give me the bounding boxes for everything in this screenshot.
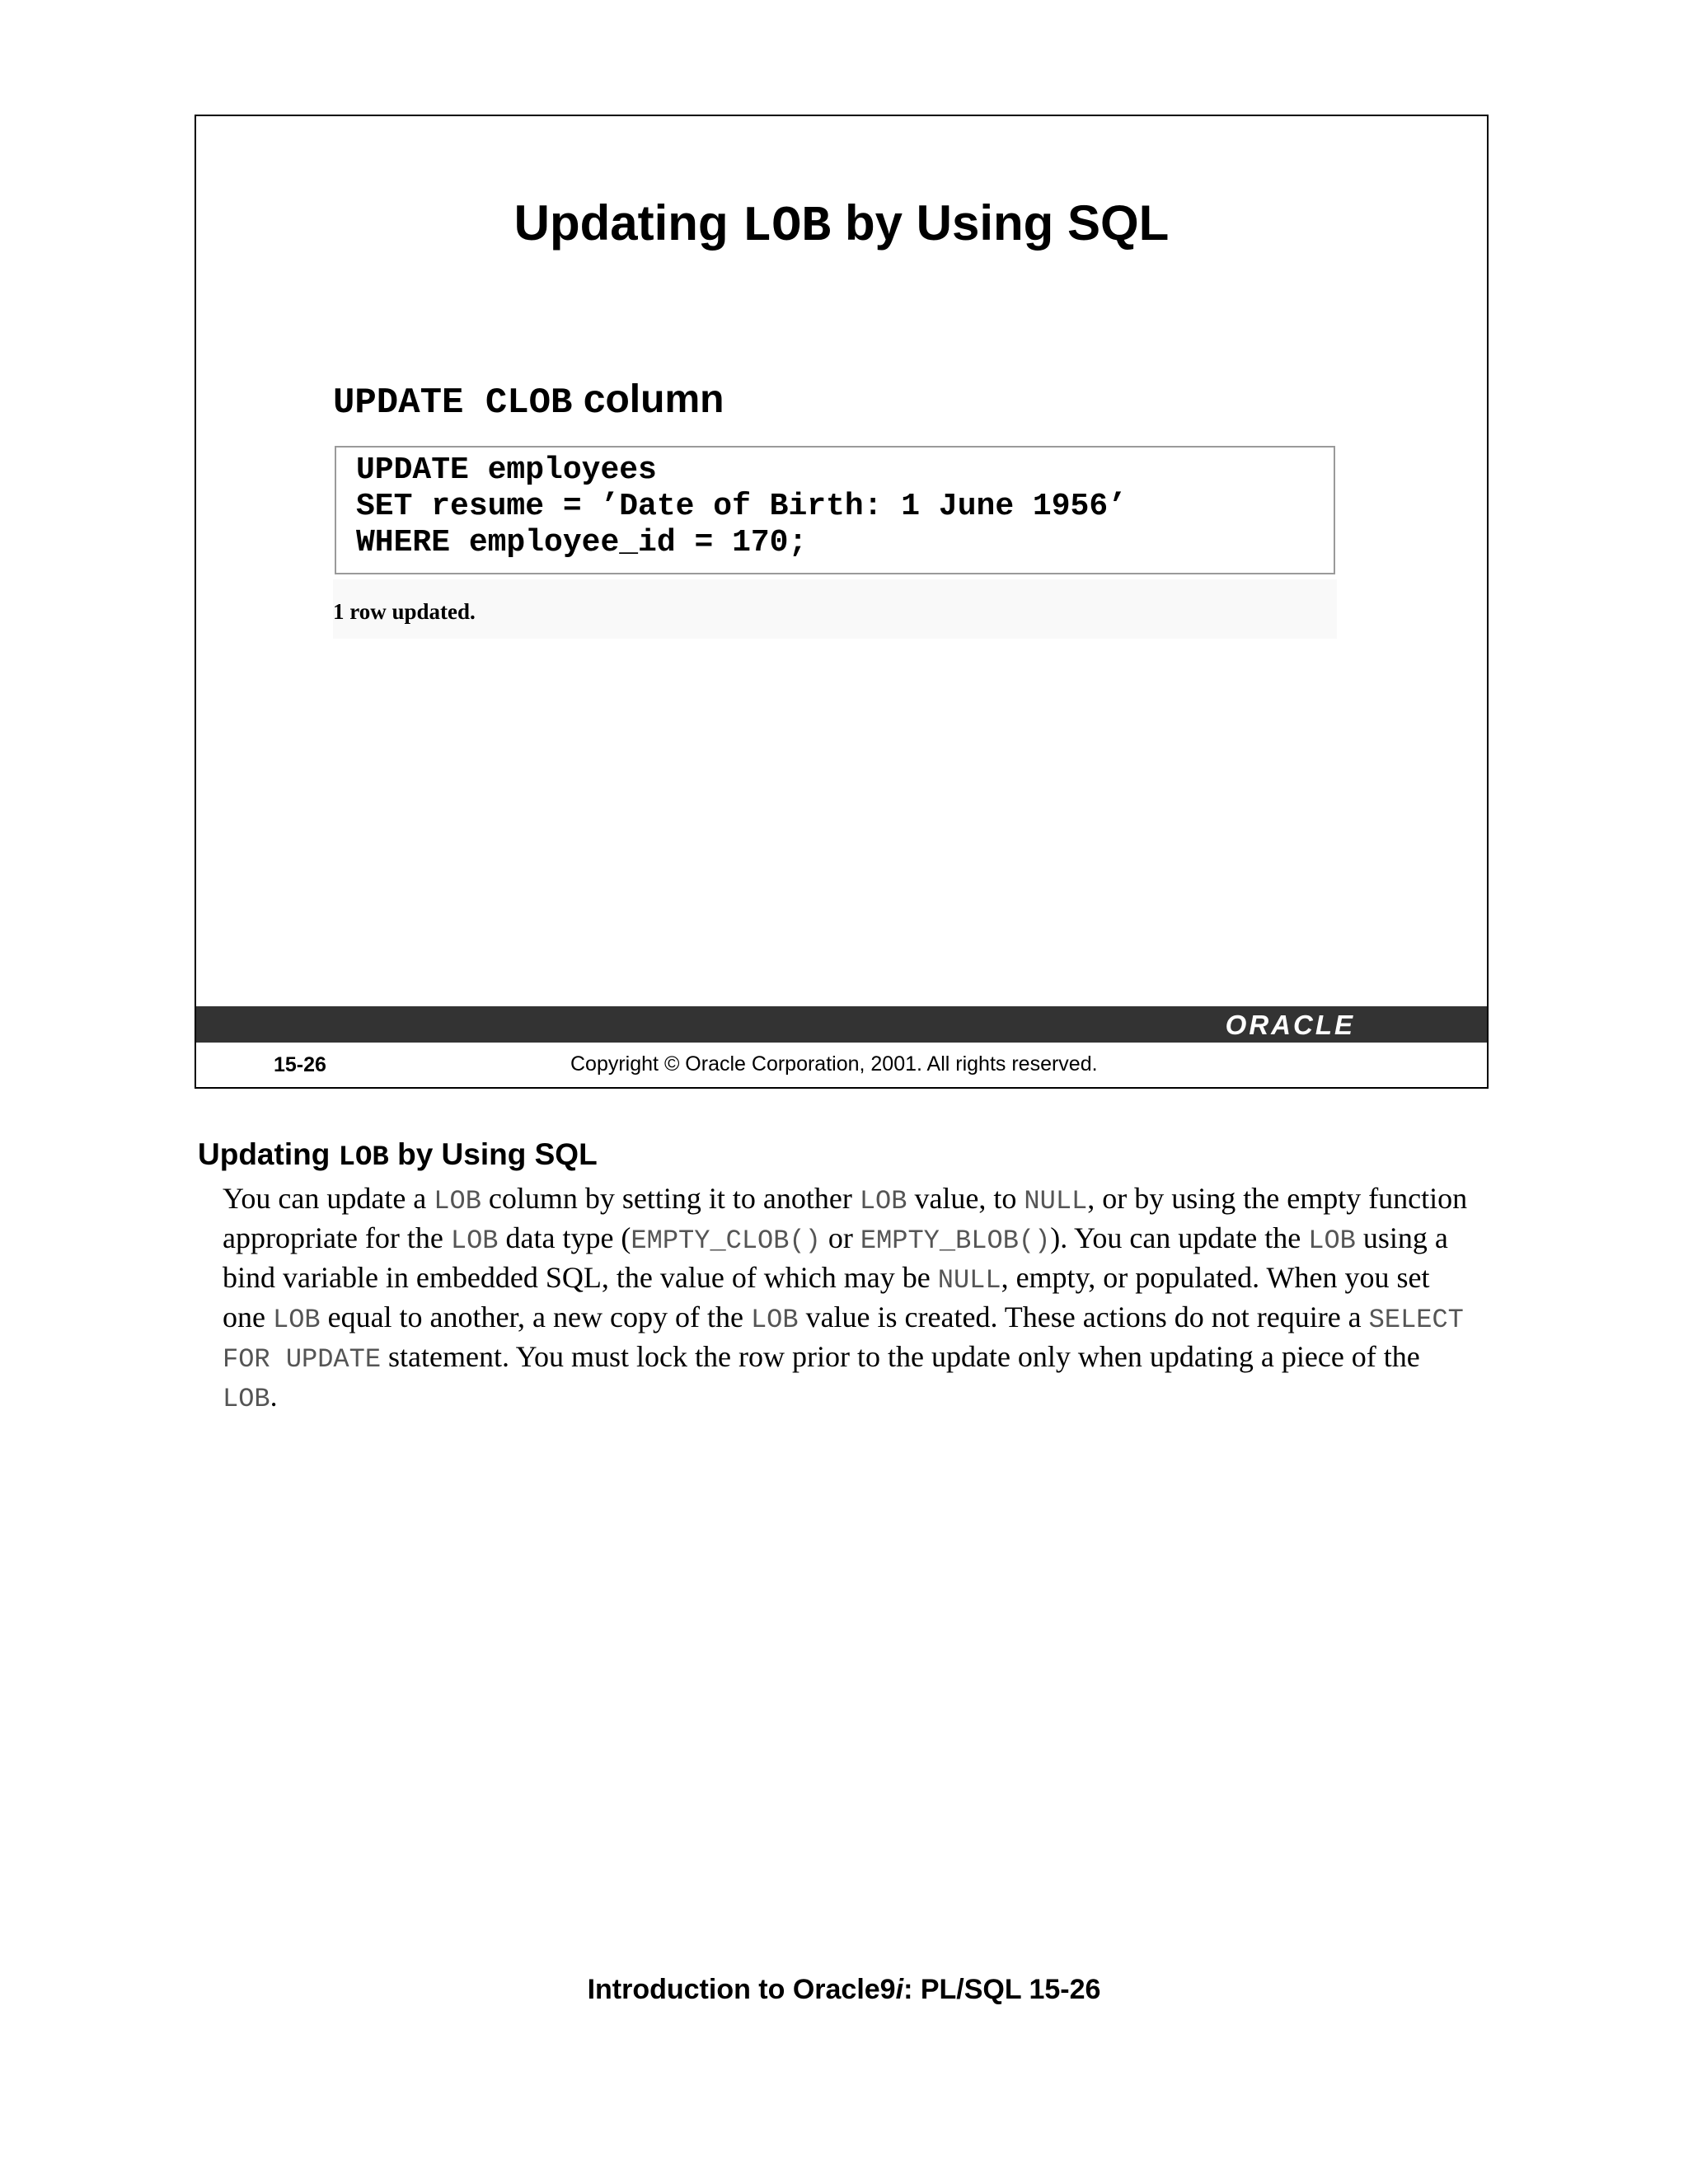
- notes-heading: [198, 1137, 598, 1174]
- notes-code: LOB: [434, 1186, 481, 1216]
- notes-text: ). You can update the: [1050, 1221, 1309, 1254]
- code-block: [335, 446, 1335, 574]
- notes-code: EMPTY_CLOB(): [631, 1226, 821, 1256]
- subheading-text: column: [572, 377, 724, 421]
- notes-heading-pre: Updating: [198, 1137, 339, 1171]
- notes-code: SELECT FOR UPDATE: [223, 1305, 1464, 1375]
- slide-title-code: LOB: [742, 199, 832, 255]
- subheading-code: UPDATE CLOB: [333, 382, 573, 424]
- page-footer-pre: Introduction to Oracle9: [587, 1974, 896, 2005]
- result-text: 1 row updated.: [333, 599, 476, 624]
- notes-paragraph: [223, 1180, 1475, 1418]
- notes-text: equal to another, a new copy of the: [320, 1301, 751, 1333]
- slide-footer: [196, 1043, 1487, 1089]
- page-footer-post: : PL/SQL 15-26: [903, 1974, 1101, 2005]
- slide-subheading: [333, 377, 724, 424]
- notes-code: LOB: [272, 1305, 321, 1335]
- notes-text: or: [820, 1221, 860, 1254]
- result-panel: [333, 579, 1337, 639]
- copyright-text: Copyright © Oracle Corporation, 2001. All rights reserved.: [570, 1052, 1098, 1076]
- notes-text: value, to: [907, 1182, 1025, 1215]
- notes-text: value is created. These actions do not require a: [798, 1301, 1369, 1333]
- notes-code: NULL: [1024, 1186, 1088, 1216]
- notes-text: You can update a: [223, 1182, 434, 1215]
- notes-heading-code: LOB: [338, 1142, 389, 1174]
- slide-footer-bar: [196, 1006, 1487, 1043]
- notes-text: , empty, or populated. When you set one: [223, 1261, 1430, 1333]
- slide-title-post: by Using SQL: [831, 195, 1170, 251]
- notes-code: LOB: [450, 1226, 499, 1256]
- code-line: UPDATE employees: [356, 452, 657, 488]
- notes-code: LOB: [223, 1384, 270, 1414]
- notes-text: statement. You must lock the row prior to the update only when updating a piece of the: [381, 1340, 1420, 1373]
- notes-text: data type (: [498, 1221, 631, 1254]
- notes-code: EMPTY_BLOB(): [860, 1226, 1051, 1256]
- slide-number: 15-26: [274, 1053, 326, 1076]
- code-line: WHERE employee_id = 170;: [356, 525, 808, 560]
- notes-text: .: [270, 1380, 278, 1413]
- slide-title-pre: Updating: [513, 195, 743, 251]
- oracle-logo: ORACLE: [1225, 1010, 1355, 1040]
- page-footer: [0, 1974, 1688, 2006]
- page-footer-italic: i: [895, 1974, 904, 2005]
- slide-title: [196, 194, 1487, 255]
- notes-code: LOB: [859, 1186, 907, 1216]
- notes-text: , or by using the empty function appropriate for the: [223, 1182, 1468, 1254]
- notes-code: NULL: [937, 1265, 1001, 1296]
- notes-text: column by setting it to another: [481, 1182, 860, 1215]
- notes-code: LOB: [750, 1305, 799, 1335]
- notes-code: LOB: [1308, 1226, 1356, 1256]
- notes-text: using a bind variable in embedded SQL, the value of which may be: [223, 1221, 1448, 1294]
- notes-heading-post: by Using SQL: [388, 1137, 598, 1171]
- slide: [195, 115, 1489, 1089]
- code-line: SET resume = ’Date of Birth: 1 June 1956’: [356, 489, 1127, 524]
